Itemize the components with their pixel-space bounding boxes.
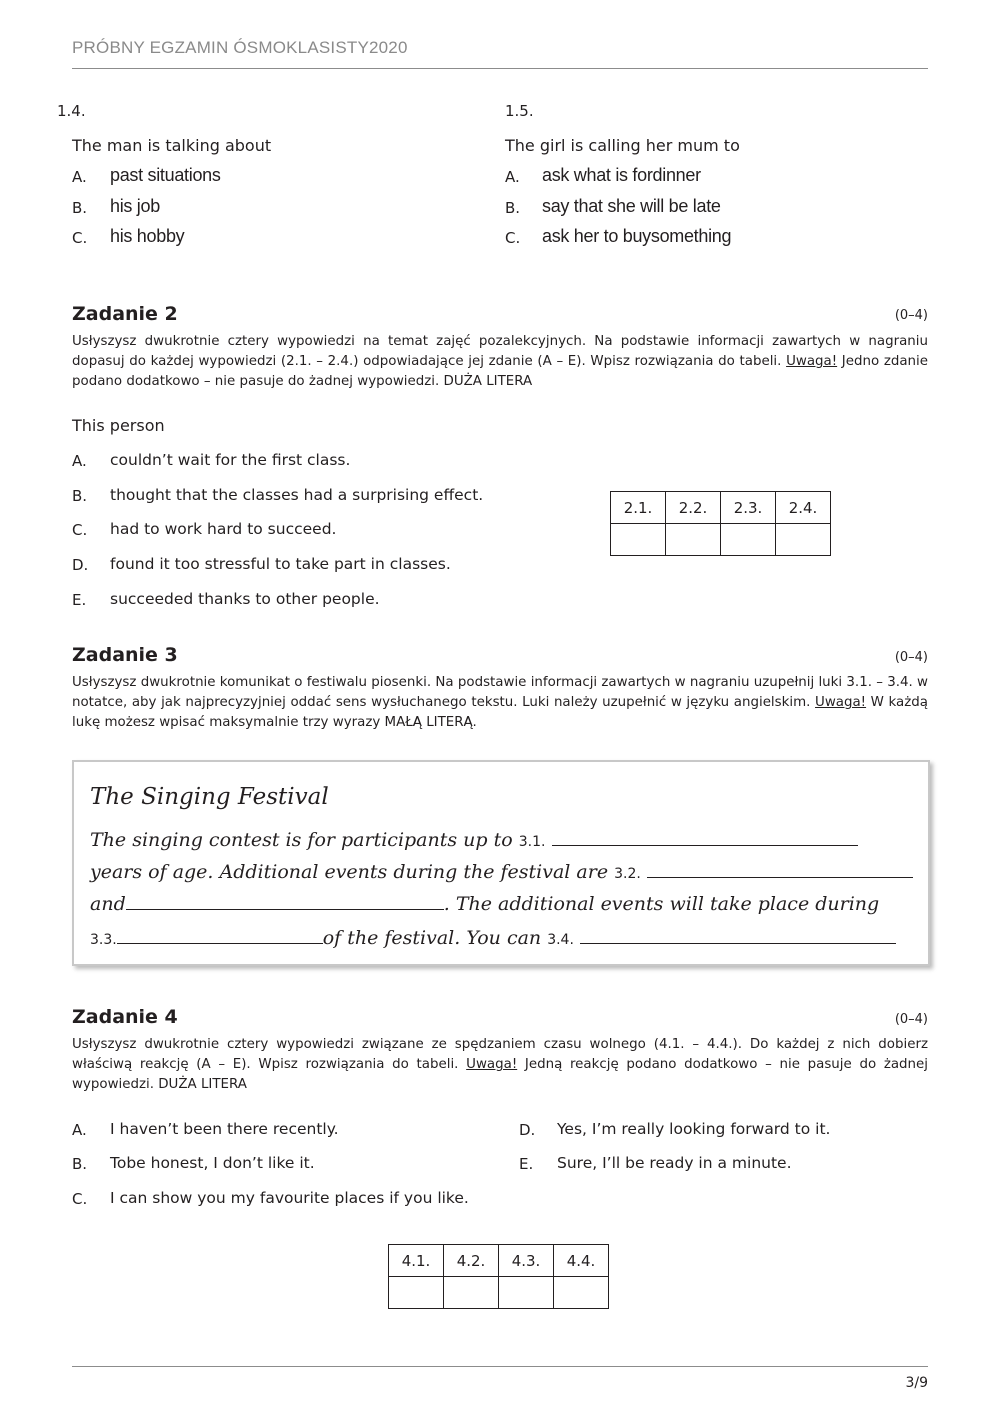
question-1-5-option-b[interactable]: say that she will be late [542,196,721,216]
task-4-answer-cell-4-4[interactable] [554,1277,609,1309]
page-header-title: PRÓBNY EGZAMIN ÓSMOKLASISTY2020 [72,38,408,57]
task-2-instructions: Usłyszysz dwukrotnie cztery wypowiedzi na temat zajęć pozalekcyjnych. Na podstawie informacji zawartych w nagraniu dopasuj do każdej wypowiedzi (2.1. – 2.4.) odpowiadające jej zdanie (A – E). Wpisz rozwiązania do tabeli. Uwaga! Jedno zdanie podano dodatkowo – nie pasuje do żadnej wypowiedzi. DUŻA LITERA [72,334,929,389]
festival-note-line-2: years of age. Additional events during the festival are 3.2. [90,861,913,883]
question-1-5-option-b-letter: B. [505,199,521,217]
page-number: 3/9 [905,1375,928,1391]
gap-3-4-blank[interactable] [580,929,896,944]
question-1-5-number: 1.5. [505,102,534,120]
task-2-option-e: succeeded thanks to other people. [110,590,380,608]
task-4-instructions: Usłyszysz dwukrotnie cztery wypowiedzi związane ze spędzaniem czasu wolnego (4.1. – 4.4.). Do każdej z nich dobierz właściwą reakcję (A – E). Wpisz rozwiązania do tabeli. Uwaga! Jedną reakcję podano dodatkowo – nie pasuje do żadnej wypowiedzi. DUŻA LITERA [72,1037,929,1092]
task-4-answer-cell-4-1[interactable] [389,1277,444,1309]
task-2-title: Zadanie 2 [72,303,178,325]
task-2-option-d-letter: D. [72,556,89,574]
question-1-5-stem: The girl is calling her mum to [505,136,740,155]
task-2-warning: Uwaga! [786,354,838,369]
task-4-header-4-4: 4.4. [554,1245,609,1277]
footer-divider [72,1366,928,1367]
question-1-4-option-c[interactable]: his hobby [110,226,185,246]
festival-note-line-3: and . The additional events will take place during [90,893,880,915]
question-1-5-option-c[interactable]: ask her to buysomething [542,226,732,246]
task-4-option-e-letter: E. [519,1155,534,1173]
gap-3-2-label: 3.2. [614,866,641,882]
header-divider [72,68,928,69]
gap-3-3-blank[interactable] [117,929,323,944]
festival-note-line-4: 3.3. of the festival. You can 3.4. [90,927,896,949]
task-2-answer-cell-2-1[interactable] [611,524,666,556]
task-4-option-b: Tobe honest, I don’t like it. [110,1154,315,1172]
task-4-header-4-2: 4.2. [444,1245,499,1277]
task-2-option-b-letter: B. [72,487,88,505]
task-2-header-2-2: 2.2. [666,492,721,524]
question-1-4-option-b-letter: B. [72,199,88,217]
task-4-points: (0–4) [894,1012,928,1027]
question-1-5-option-a[interactable]: ask what is fordinner [542,165,701,185]
task-4-warning: Uwaga! [466,1057,518,1072]
task-2-option-c-letter: C. [72,521,88,539]
question-1-4-option-c-letter: C. [72,229,88,247]
task-2-option-a: couldn’t wait for the first class. [110,451,351,469]
task-2-header-2-4: 2.4. [776,492,831,524]
task-2-answer-cell-2-4[interactable] [776,524,831,556]
task-2-option-e-letter: E. [72,591,87,609]
festival-note-title: The Singing Festival [90,784,329,810]
task-3-instructions: Usłyszysz dwukrotnie komunikat o festiwalu piosenki. Na podstawie informacji zawartych w nagraniu uzupełnij luki 3.1. – 3.4. w notatce, aby jak najprecyzyjniej oddać sens wysłuchanego tekstu. Luki należy uzupełnić w języku angielskim. Uwaga! W każdą lukę możesz wpisać maksymalnie trzy wyrazy MAŁĄ LITERĄ. [72,675,928,730]
question-1-4-option-b[interactable]: his job [110,196,160,216]
festival-note-line-1: The singing contest is for participants up to 3.1. [90,829,858,851]
task-3-points: (0–4) [894,650,928,665]
task-4-answer-cell-4-3[interactable] [499,1277,554,1309]
task-2-option-a-letter: A. [72,452,87,470]
task-4-header-4-3: 4.3. [499,1245,554,1277]
task-4-header-4-1: 4.1. [389,1245,444,1277]
task-3-warning: Uwaga! [815,695,867,710]
question-1-4-stem: The man is talking about [72,136,272,155]
task-4-option-e: Sure, I’ll be ready in a minute. [557,1154,792,1172]
task-4-option-d: Yes, I’m really looking forward to it. [557,1120,831,1138]
question-1-5-option-a-letter: A. [505,168,520,186]
task-3-title: Zadanie 3 [72,644,178,666]
task-4-option-c-letter: C. [72,1190,88,1208]
gap-3-2b-blank[interactable] [126,895,444,910]
task-2-points: (0–4) [894,308,928,323]
gap-3-3-label: 3.3. [90,932,117,948]
gap-3-2-blank[interactable] [647,863,913,878]
task-4-option-a: I haven’t been there recently. [110,1120,339,1138]
task-2-option-d: found it too stressful to take part in classes. [110,555,451,573]
gap-3-1-blank[interactable] [552,831,858,846]
task-2-answer-cell-2-2[interactable] [666,524,721,556]
task-2-lead: This person [72,416,165,435]
gap-3-4-label: 3.4. [547,932,574,948]
gap-3-1-label: 3.1. [518,834,546,850]
task-4-option-b-letter: B. [72,1155,88,1173]
task-2-header-2-3: 2.3. [721,492,776,524]
task-4-answer-table [388,1244,609,1309]
task-4-title: Zadanie 4 [72,1006,178,1028]
task-2-header-2-1: 2.1. [611,492,666,524]
task-2-option-b: thought that the classes had a surprising effect. [110,486,484,504]
question-1-4-option-a[interactable]: past situations [110,165,221,185]
task-2-answer-table [610,491,831,556]
task-4-option-d-letter: D. [519,1121,536,1139]
question-1-5-option-c-letter: C. [505,229,521,247]
task-4-option-c: I can show you my favourite places if you like. [110,1189,469,1207]
question-1-4-option-a-letter: A. [72,168,87,186]
task-4-option-a-letter: A. [72,1121,87,1139]
question-1-4-number: 1.4. [57,102,86,120]
task-2-option-c: had to work hard to succeed. [110,520,337,538]
task-2-answer-cell-2-3[interactable] [721,524,776,556]
task-4-answer-cell-4-2[interactable] [444,1277,499,1309]
